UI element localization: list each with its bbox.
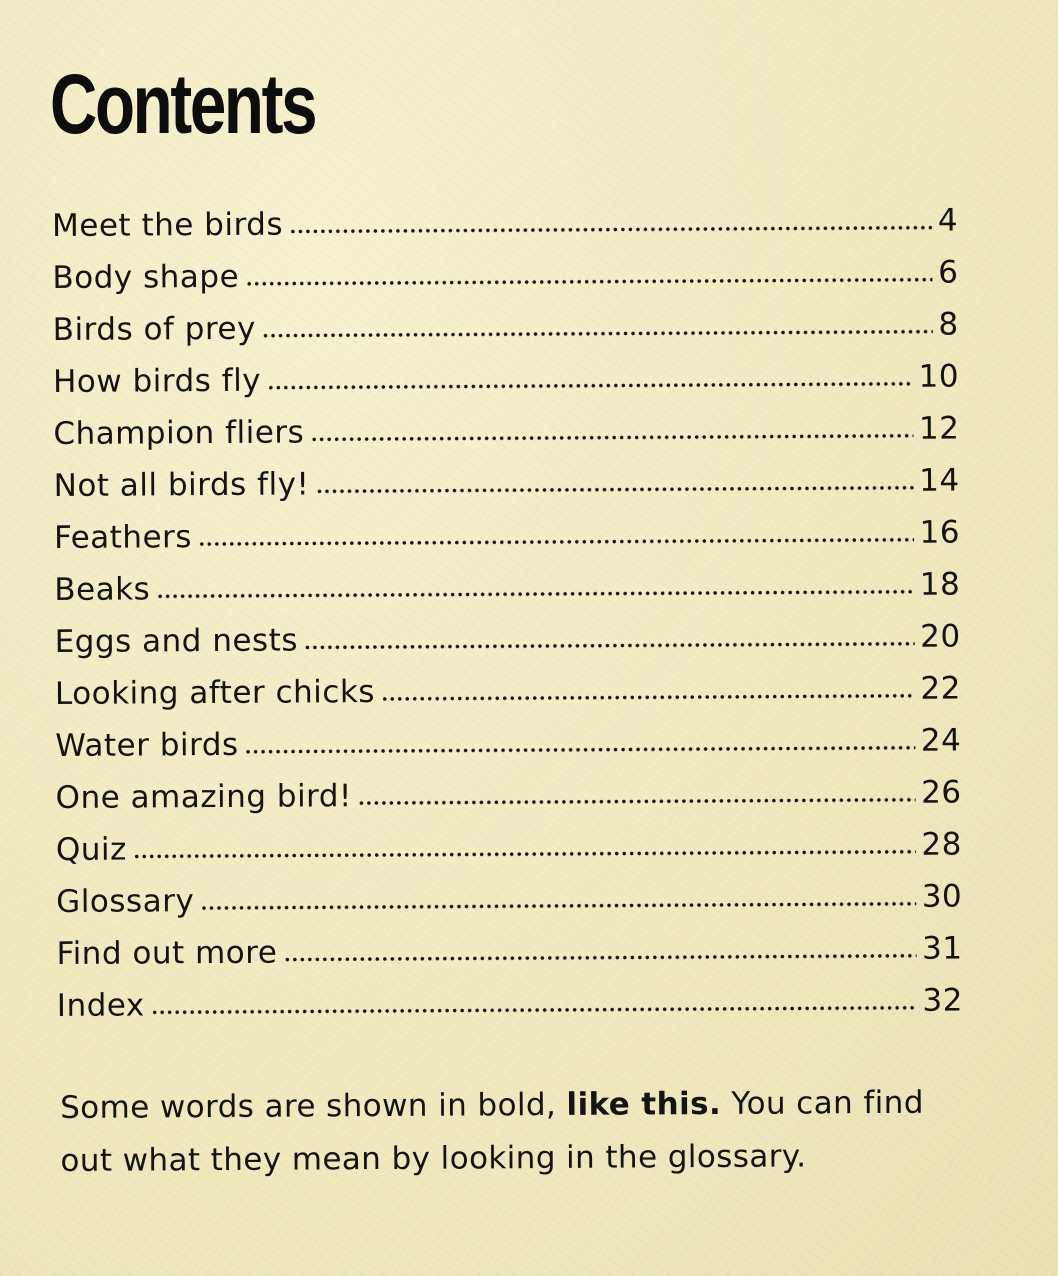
toc-entry-title: One amazing bird! (55, 778, 353, 816)
toc-entry[interactable] (56, 930, 962, 988)
toc-entry-title: Body shape (52, 258, 240, 296)
toc-entry-page-number: 28 (921, 826, 963, 863)
dot-leader (245, 278, 932, 286)
toc-entry-page-number: 22 (920, 670, 962, 707)
toc-entry[interactable] (56, 826, 962, 884)
toc-entry-title: Glossary (56, 883, 195, 920)
dot-leader (315, 486, 913, 494)
dot-leader (156, 590, 914, 599)
toc-entry-title: How birds fly (52, 362, 262, 400)
toc-entry-title: Find out more (56, 934, 278, 972)
dot-leader (283, 954, 916, 962)
dot-leader (151, 1006, 917, 1015)
toc-entry[interactable] (54, 514, 960, 572)
dot-leader (267, 382, 913, 390)
toc-entry-title: Quiz (55, 831, 127, 868)
table-of-contents (52, 202, 963, 1040)
toc-entry-title: Index (56, 987, 145, 1024)
toc-entry-title: Meet the birds (52, 206, 284, 244)
toc-entry-page-number: 20 (920, 618, 961, 655)
toc-entry-page-number: 30 (921, 878, 963, 915)
toc-entry[interactable] (52, 202, 958, 260)
toc-entry[interactable] (53, 410, 959, 468)
dot-leader (310, 434, 913, 442)
toc-entry-title: Looking after chicks (54, 674, 376, 712)
toc-entry[interactable] (55, 618, 961, 676)
toc-entry-page-number: 4 (937, 202, 959, 239)
toc-entry[interactable] (54, 462, 960, 520)
toc-entry-title: Birds of prey (52, 310, 257, 348)
toc-entry-page-number: 6 (938, 254, 959, 291)
page-title: Contents (50, 57, 316, 151)
toc-entry-title: Beaks (54, 571, 151, 608)
glossary-note-text-continued: You can find out what they mean by looking in the glossary. (60, 1084, 924, 1179)
toc-entry[interactable] (55, 670, 961, 728)
toc-entry[interactable] (56, 878, 962, 936)
toc-entry-page-number: 14 (919, 462, 960, 499)
toc-entry[interactable] (55, 722, 961, 780)
toc-entry-page-number: 16 (919, 514, 961, 551)
toc-entry-page-number: 10 (918, 358, 960, 395)
glossary-note-text: Some words are shown in bold, (60, 1086, 567, 1126)
glossary-note (60, 1077, 961, 1188)
dot-leader (289, 226, 932, 234)
toc-entry-page-number: 8 (938, 306, 959, 343)
toc-entry[interactable] (52, 254, 958, 312)
dot-leader (304, 642, 914, 650)
toc-entry-page-number: 12 (918, 410, 960, 447)
toc-entry[interactable] (53, 358, 959, 416)
dot-leader (358, 798, 915, 805)
toc-entry-title: Water birds (55, 726, 239, 764)
dot-leader (200, 902, 916, 910)
toc-entry-page-number: 24 (920, 722, 962, 759)
dot-leader (381, 694, 915, 701)
toc-entry[interactable] (55, 774, 961, 832)
toc-entry-title: Eggs and nests (54, 622, 299, 660)
toc-entry[interactable] (53, 306, 959, 364)
dot-leader (133, 850, 916, 859)
dot-leader (262, 330, 933, 338)
dot-leader (198, 538, 914, 546)
toc-entry-page-number: 31 (921, 930, 963, 967)
toc-entry-page-number: 26 (921, 774, 962, 811)
toc-entry-title: Not all birds fly! (53, 466, 310, 504)
dot-leader (245, 746, 915, 754)
toc-entry[interactable] (54, 566, 960, 624)
toc-entry-page-number: 32 (922, 982, 963, 1019)
toc-entry-title: Feathers (53, 519, 193, 556)
bold-example-text: like this. (566, 1085, 722, 1123)
toc-entry-title: Champion fliers (53, 414, 305, 452)
toc-entry[interactable] (57, 982, 963, 1040)
toc-entry-page-number: 18 (919, 566, 961, 603)
